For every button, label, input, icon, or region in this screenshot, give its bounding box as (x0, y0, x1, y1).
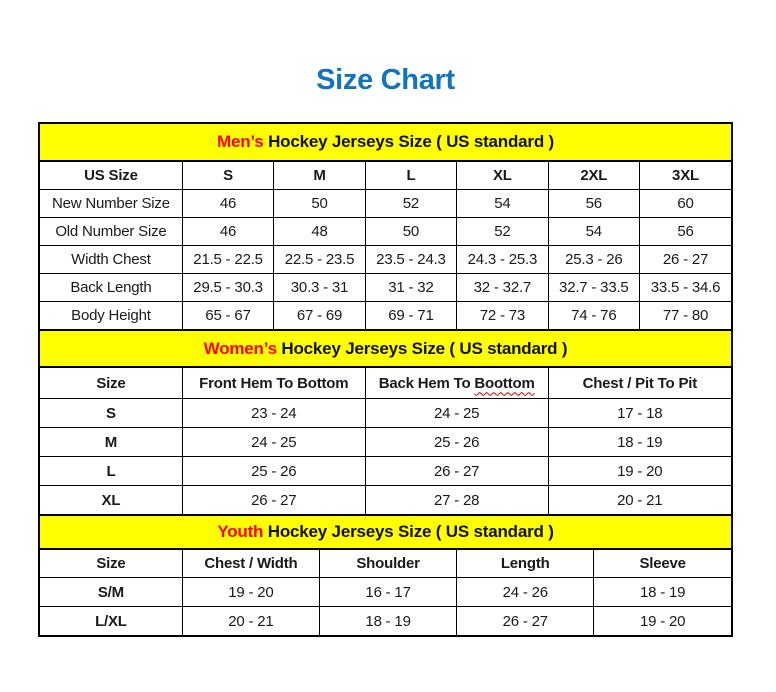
value-cell: 22.5 - 23.5 (274, 246, 365, 274)
value-cell: 19 - 20 (594, 607, 731, 636)
section-title-rest: Hockey Jerseys Size ( US standard ) (276, 338, 568, 358)
value-cell: 24 - 25 (182, 428, 365, 457)
section-title-highlight: Youth (217, 522, 264, 541)
value-cell: 56 (548, 190, 639, 218)
value-cell: 65 - 67 (182, 302, 273, 330)
column-header: Size (40, 550, 182, 578)
column-header (365, 368, 548, 399)
value-cell: 46 (182, 218, 273, 246)
row-label: Width Chest (40, 246, 182, 274)
value-cell: 32.7 - 33.5 (548, 274, 639, 302)
column-header-row (40, 550, 731, 578)
column-header: Chest / Pit To Pit (548, 368, 731, 399)
value-cell: 21.5 - 22.5 (182, 246, 273, 274)
value-cell: 20 - 21 (182, 607, 319, 636)
column-header-row (40, 368, 731, 399)
value-cell: 26 - 27 (457, 607, 594, 636)
section-title-rest: Hockey Jerseys Size ( US standard ) (263, 522, 554, 541)
value-cell: 46 (182, 190, 273, 218)
value-cell: 18 - 19 (548, 428, 731, 457)
table-row (40, 190, 731, 218)
table-row (40, 607, 731, 636)
section-title-highlight: Women’s (203, 338, 277, 358)
value-cell: 69 - 71 (365, 302, 456, 330)
row-label: S/M (40, 578, 182, 607)
column-header: Length (457, 550, 594, 578)
section-title-highlight: Men’s (217, 132, 264, 151)
row-label: XL (40, 486, 182, 515)
womens-size-table (40, 368, 731, 514)
value-cell: 19 - 20 (548, 457, 731, 486)
value-cell: 52 (457, 218, 548, 246)
value-cell: 67 - 69 (274, 302, 365, 330)
value-cell: 26 - 27 (365, 457, 548, 486)
value-cell: 20 - 21 (548, 486, 731, 515)
column-header: Shoulder (320, 550, 457, 578)
value-cell: 18 - 19 (320, 607, 457, 636)
value-cell: 24 - 26 (457, 578, 594, 607)
column-header: L (365, 162, 456, 190)
value-cell: 33.5 - 34.6 (640, 274, 731, 302)
column-header: 3XL (640, 162, 731, 190)
value-cell: 50 (274, 190, 365, 218)
table-row (40, 302, 731, 330)
value-cell: 54 (457, 190, 548, 218)
table-row (40, 428, 731, 457)
section-band-mens (40, 124, 731, 162)
table-row (40, 399, 731, 428)
value-cell: 23.5 - 24.3 (365, 246, 456, 274)
row-label: Old Number Size (40, 218, 182, 246)
table-row (40, 457, 731, 486)
value-cell: 25 - 26 (365, 428, 548, 457)
row-label: Body Height (40, 302, 182, 330)
column-header: S (182, 162, 273, 190)
value-cell: 32 - 32.7 (457, 274, 548, 302)
table-row (40, 274, 731, 302)
value-cell: 16 - 17 (320, 578, 457, 607)
value-cell: 52 (365, 190, 456, 218)
value-cell: 74 - 76 (548, 302, 639, 330)
value-cell: 23 - 24 (182, 399, 365, 428)
value-cell: 54 (548, 218, 639, 246)
value-cell: 27 - 28 (365, 486, 548, 515)
value-cell: 18 - 19 (594, 578, 731, 607)
value-cell: 25.3 - 26 (548, 246, 639, 274)
value-cell: 25 - 26 (182, 457, 365, 486)
table-row (40, 578, 731, 607)
column-header: Sleeve (594, 550, 731, 578)
row-label: S (40, 399, 182, 428)
size-tables (38, 122, 733, 637)
section-band-womens (40, 329, 731, 368)
value-cell: 26 - 27 (640, 246, 731, 274)
mens-size-table (40, 162, 731, 329)
column-header: 2XL (548, 162, 639, 190)
row-label: Back Length (40, 274, 182, 302)
value-cell: 60 (640, 190, 731, 218)
row-label: New Number Size (40, 190, 182, 218)
value-cell: 56 (640, 218, 731, 246)
youth-size-table (40, 550, 731, 635)
value-cell: 17 - 18 (548, 399, 731, 428)
page-title: Size Chart (316, 64, 455, 96)
row-label: L/XL (40, 607, 182, 636)
column-header: XL (457, 162, 548, 190)
column-header: Front Hem To Bottom (182, 368, 365, 399)
table-row (40, 246, 731, 274)
row-label: M (40, 428, 182, 457)
value-cell: 50 (365, 218, 456, 246)
value-cell: 24 - 25 (365, 399, 548, 428)
column-header: US Size (40, 162, 182, 190)
column-header: Size (40, 368, 182, 399)
column-header: Chest / Width (182, 550, 319, 578)
section-band-youth (40, 514, 731, 550)
value-cell: 24.3 - 25.3 (457, 246, 548, 274)
value-cell: 72 - 73 (457, 302, 548, 330)
section-title-rest: Hockey Jerseys Size ( US standard ) (263, 132, 554, 151)
column-header-row (40, 162, 731, 190)
misspelled-word: Boottom (474, 374, 535, 392)
value-cell: 77 - 80 (640, 302, 731, 330)
value-cell: 31 - 32 (365, 274, 456, 302)
column-header-text: Back Hem To (378, 374, 475, 392)
value-cell: 19 - 20 (182, 578, 319, 607)
value-cell: 48 (274, 218, 365, 246)
table-row (40, 486, 731, 515)
value-cell: 30.3 - 31 (274, 274, 365, 302)
value-cell: 26 - 27 (182, 486, 365, 515)
value-cell: 29.5 - 30.3 (182, 274, 273, 302)
table-row (40, 218, 731, 246)
column-header: M (274, 162, 365, 190)
row-label: L (40, 457, 182, 486)
